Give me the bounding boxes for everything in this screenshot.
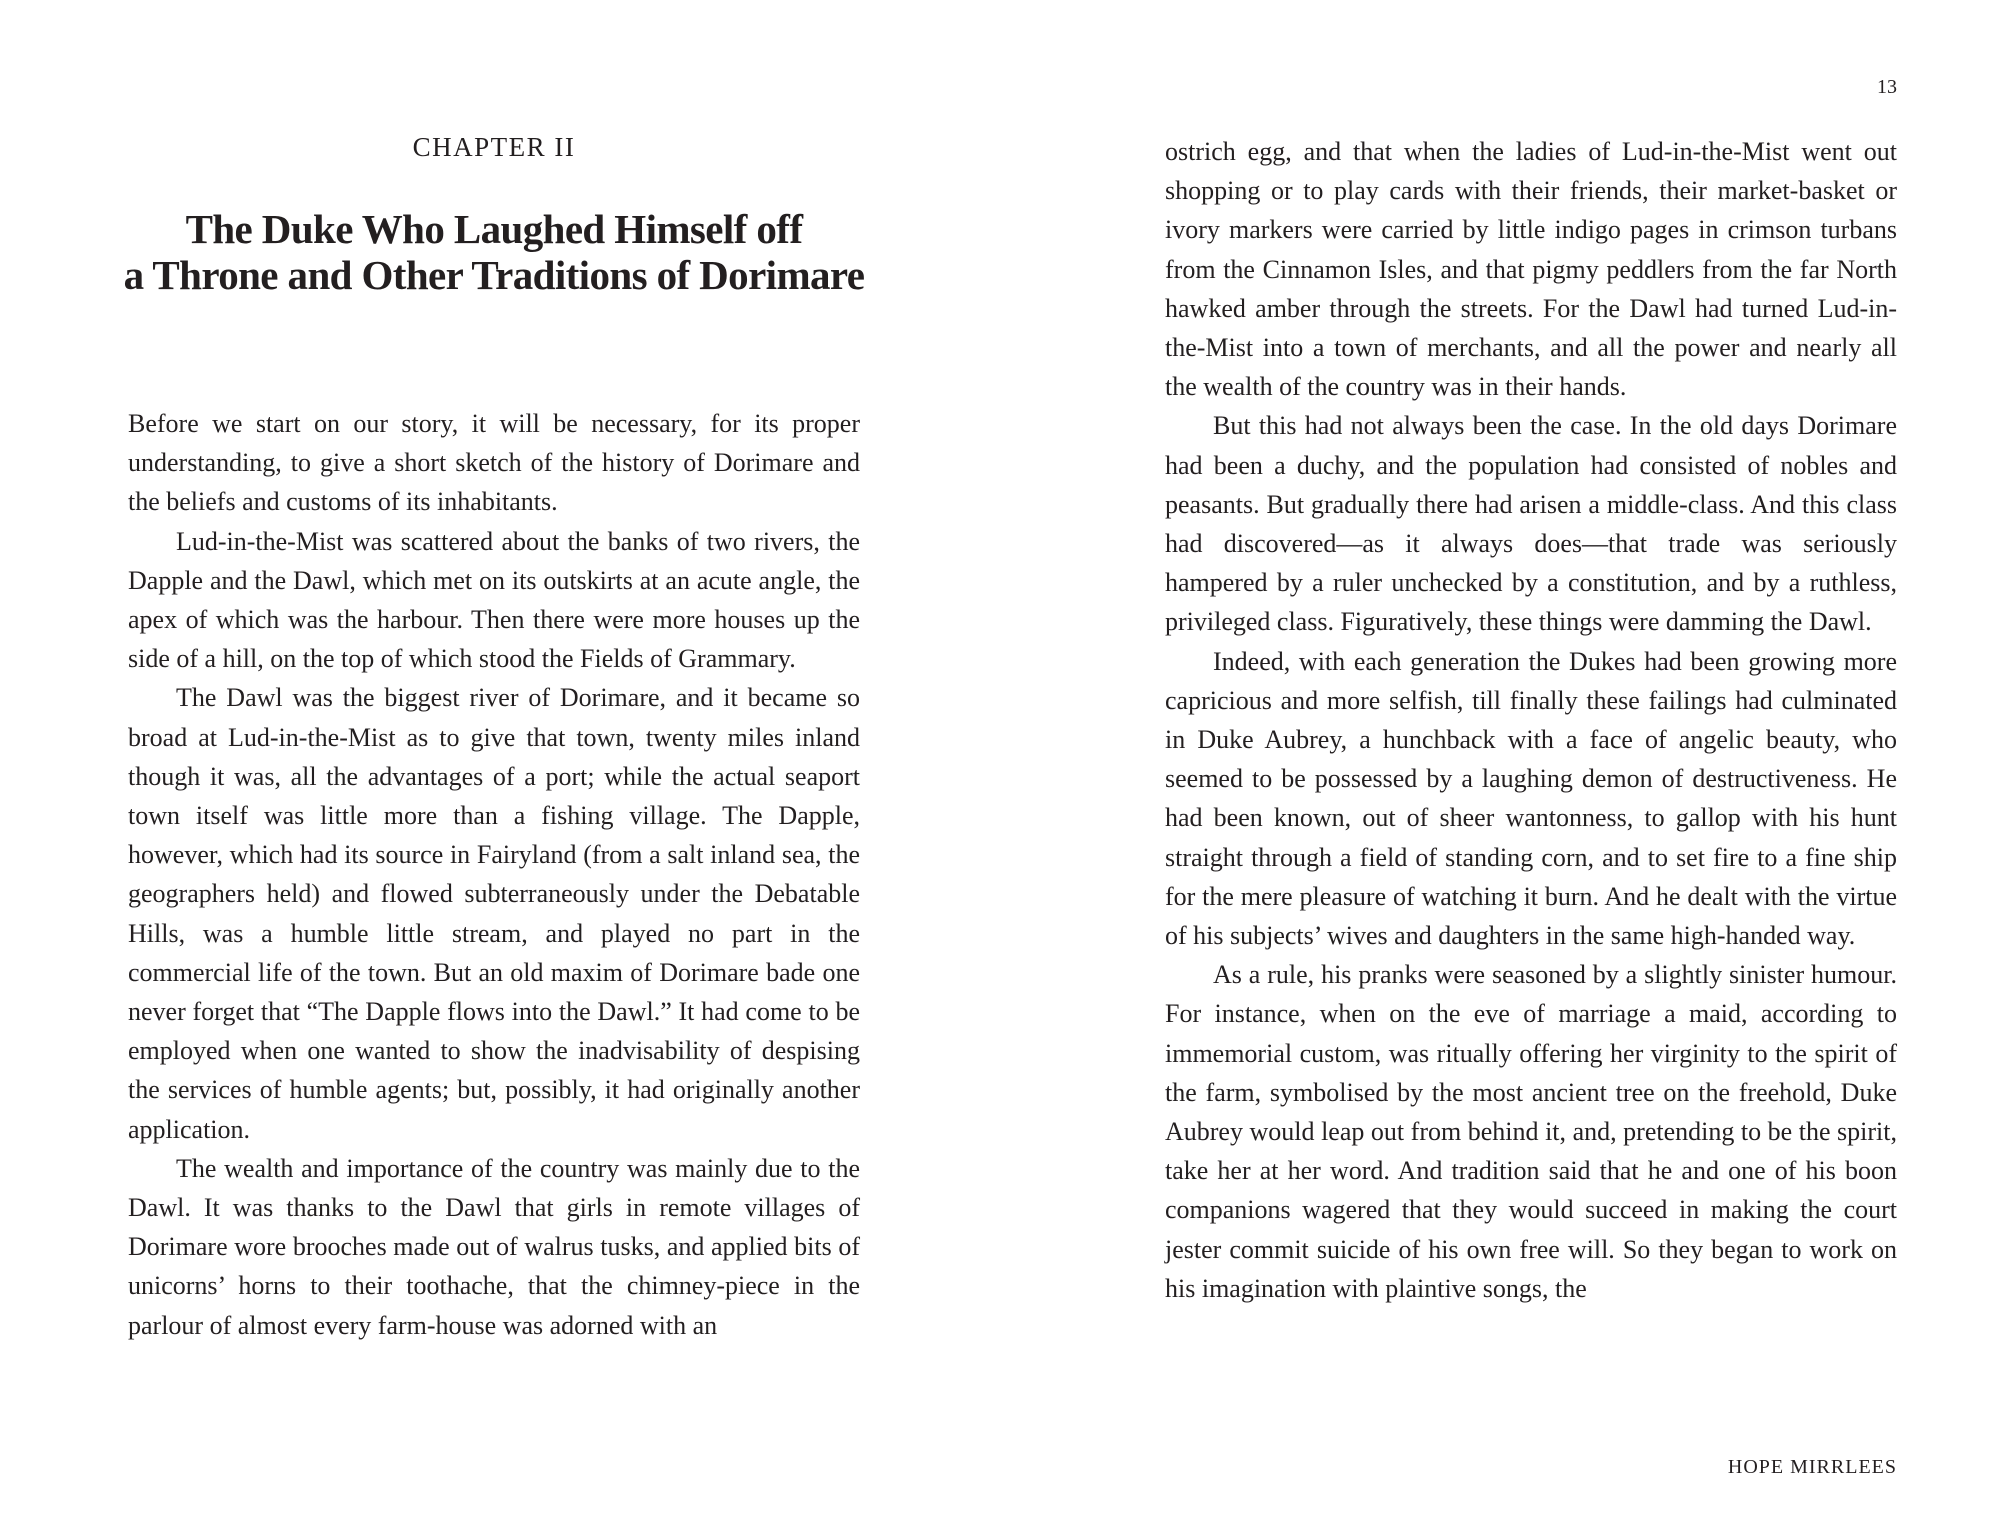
chapter-title xyxy=(118,206,870,298)
paragraph: But this had not always been the case. In the old days Dorimare had been a duchy, and the population had consisted of nobles and peasants. But gradually there had arisen a middle-class. And this class had discovered—as it always does—that trade was seriously hampered by a ruler unchecked by a constitution, and by a ruthless, privileged class. Figuratively, these things were damming the Dawl. xyxy=(1165,411,1897,637)
running-footer-author: HOPE MIRRLEES xyxy=(1727,1456,1897,1478)
paragraph: The wealth and importance of the country was mainly due to the Dawl. It was thanks to the Dawl that girls in remote villages of Dorimare wore brooches made out of walrus tusks, and applied bits of unicorns’ horns to their toothache, that the chimney-piece in the parlour of almost every farm-house was adorned with an xyxy=(128,1153,860,1340)
paragraph: ostrich egg, and that when the ladies of Lud-in-the-Mist went out shopping or to play cards with their friends, their market-basket or ivory markers were carried by little indigo pages in crimson turbans from the Cinnamon Isles, and that pigmy peddlers from the far North hawked amber through the streets. For the Dawl had turned Lud-in-the-Mist into a town of merchants, and all the power and nearly all the wealth of the country was in their hands. xyxy=(1165,137,1897,402)
page-number: 13 xyxy=(1877,76,1897,98)
chapter-label: CHAPTER II xyxy=(412,132,576,162)
paragraph: As a rule, his pranks were seasoned by a slightly sinister humour. For instance, when on the eve of marriage a maid, according to immemorial custom, was ritually offering her virginity to the spirit of the farm, symbolised by the most ancient tree on the freehold, Duke Aubrey would leap out from behind it, and, pretending to be the spirit, take her at her word. And tradition said that he and one of his boon companions wagered that they would succeed in making the court jester commit suicide of his own free will. So they began to work on his imagination with plaintive songs, the xyxy=(1165,960,1897,1303)
paragraph: Lud-in-the-Mist was scattered about the banks of two rivers, the Dapple and the Dawl, which met on its outskirts at an acute angle, the apex of which was the harbour. Then there were more houses up the side of a hill, on the top of which stood the Fields of Grammary. xyxy=(128,526,860,674)
paragraph: Before we start on our story, it will be necessary, for its proper understanding, to give a short sketch of the history of Dorimare and the beliefs and customs of its inhabitants. xyxy=(128,409,860,517)
left-page xyxy=(123,0,865,1535)
right-page xyxy=(1165,0,1897,1535)
right-page-body xyxy=(1165,132,1897,1308)
paragraph: The Dawl was the biggest river of Dorimare, and it became so broad at Lud-in-the-Mist as to give that town, twenty miles inland though it was, all the advantages of a port; while the actual seaport town itself was little more than a fishing village. The Dapple, however, which had its source in Fairyland (from a salt inland sea, the geographers held) and flowed subterraneously under the Debatable Hills, was a humble little stream, and played no part in the commercial life of the town. But an old maxim of Dorimare bade one never forget that “The Dapple flows into the Dawl.” It had come to be employed when one wanted to show the inadvisability of despising the services of humble agents; but, possibly, it had originally another application. xyxy=(128,683,860,1144)
chapter-title-line-1: The Duke Who Laughed Himself off xyxy=(185,206,803,252)
left-page-body xyxy=(128,404,860,1345)
paragraph: Indeed, with each generation the Dukes had been growing more capricious and more selfish, till finally these failings had culminated in Duke Aubrey, a hunchback with a face of angelic beauty, who seemed to be possessed by a laughing demon of destructiveness. He had been known, out of sheer wantonness, to gallop with his hunt straight through a field of standing corn, and to set fire to a fine ship for the mere pleasure of watching it burn. And he dealt with the virtue of his subjects’ wives and daughters in the same high-handed way. xyxy=(1165,646,1897,951)
chapter-title-line-2: a Throne and Other Traditions of Dorimare xyxy=(123,252,865,298)
